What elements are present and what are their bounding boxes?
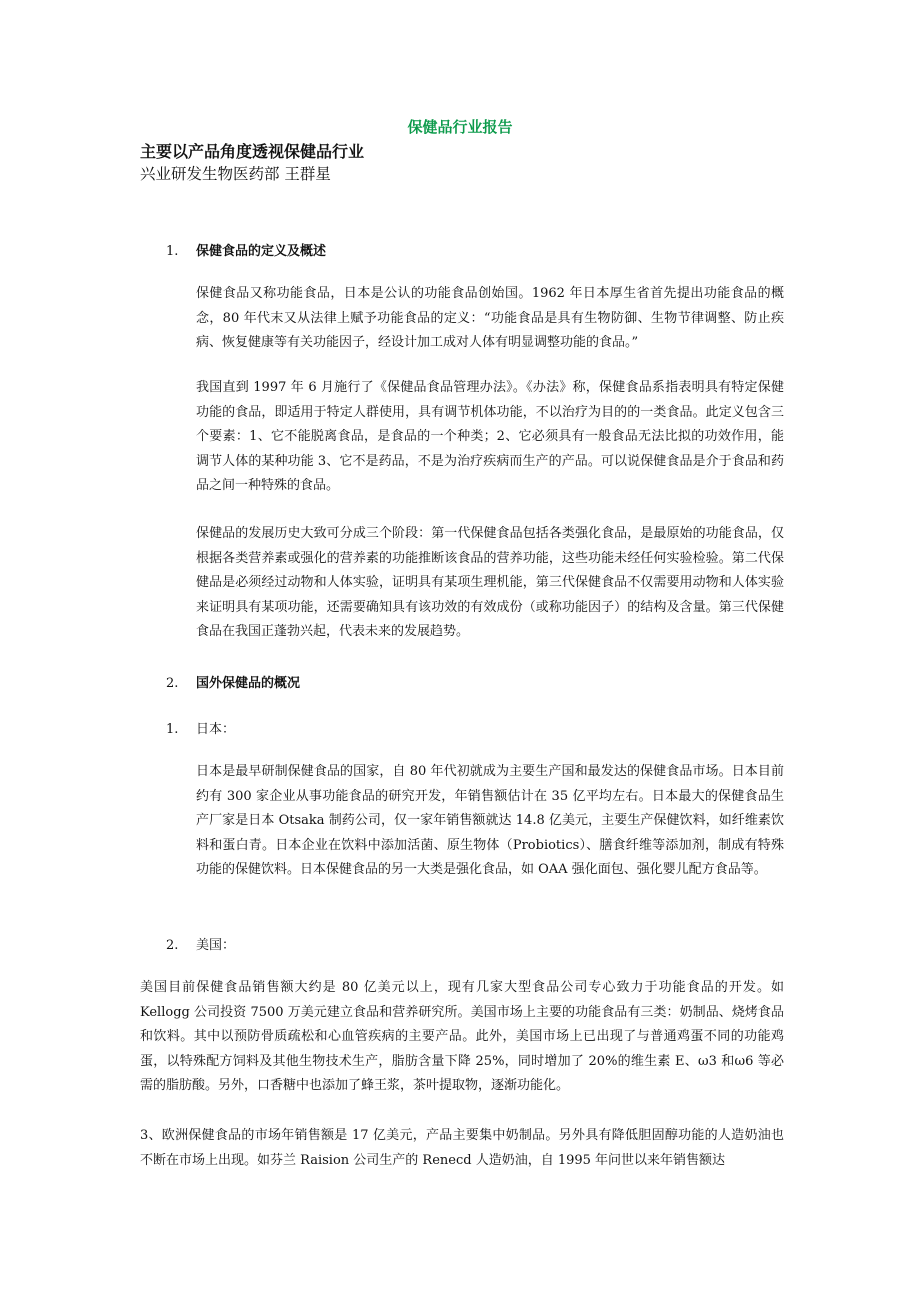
section-heading-text: 国外保健品的概况: [196, 676, 301, 691]
paragraph: 保健品的发展历史大致可分成三个阶段：第一代保健食品包括各类强化食品，是最原始的功能食品，仅根据各类营养素或强化的营养素的功能推断该食品的营养功能，这些功能未经任何实验检验。第二代保健品是必须经过动物和人体实验，证明具有某项生理机能，第三代保健食品不仅需要用动物和人体实验来证明具有某项功能，还需要确知具有该功效的有效成份（或称功能因子）的结构及含量。第三代保健食品在我国正蓬勃兴起，代表未来的发展趋势。: [196, 526, 784, 639]
paragraph: 美国目前保健食品销售额大约是 80 亿美元以上，现有几家大型食品公司专心致力于功能食品的开发。如 Kellogg 公司投资 7500 万美元建立食品和营养研究所。美国市场上主要的功能食品有三类：奶制品、烧烤食品和饮料。其中以预防骨质疏松和心血管疾病的主要产品。此外，美国市场上已出现了与普通鸡蛋不同的功能鸡蛋，以特殊配方饲料及其他生物技术生产，脂肪含量下降 25%，同时增加了 20%的维生素 E、ω3 和ω6 等必需的脂肪酸。另外，口香糖中也添加了蜂王浆，茶叶提取物，逐渐功能化。: [140, 980, 784, 1093]
subsection-number: 1.: [166, 722, 179, 737]
document-subtitle: 主要以产品角度透视保健品行业: [140, 142, 365, 161]
paragraph: 日本是最早研制保健食品的国家，自 80 年代初就成为主要生产国和最发达的保健食品市场。日本目前约有 300 家企业从事功能食品的研究开发，年销售额估计在 35 亿平均左右。日本最大的保健食品生产厂家是日本 Otsaka 制药公司，仅一家年销售额就达 14.8 亿美元，主要生产保健饮料，如纤维素饮料和蛋白青。日本企业在饮料中添加活菌、原生物体（Probiotics）、膳食纤维等添加剂，制成有特殊功能的保健饮料。日本保健食品的另一大类是强化食品，如 OAA 强化面包、强化婴儿配方食品等。: [196, 764, 784, 877]
section-heading: [166, 240, 326, 259]
paragraph: 3、欧洲保健食品的市场年销售额是 17 亿美元，产品主要集中奶制品。另外具有降低胆固醇功能的人造奶油也不断在市场上出现。如芬兰 Raision 公司生产的 Renecd 人造奶油，自 1995 年问世以来年销售额达: [140, 1128, 784, 1168]
document-title: 保健品行业报告: [407, 118, 513, 136]
document-author: 兴业研发生物医药部 王群星: [140, 165, 331, 183]
paragraph: 我国直到 1997 年 6 月施行了《保健品食品管理办法》。《办法》称，保健食品系指表明具有特定保健功能的食品，即适用于特定人群使用，具有调节机体功能，不以治疗为目的的一类食品。此定义包含三个要素：1、它不能脱离食品，是食品的一个种类；2、它必须具有一般食品无法比拟的功效作用，能调节人体的某种功能 3、它不是药品，不是为治疗疾病而生产的产品。可以说保健食品是介于食品和药品之间一种特殊的食品。: [196, 380, 784, 493]
section-heading: [166, 672, 300, 691]
subsection-number: 2.: [166, 938, 179, 953]
subsection-heading-text: 美国：: [196, 938, 236, 953]
section-number: 1.: [166, 244, 179, 259]
paragraph: 保健食品又称功能食品，日本是公认的功能食品创始国。1962 年日本厚生省首先提出功能食品的概念，80 年代末又从法律上赋予功能食品的定义：“功能食品是具有生物防御、生物节律调整、防止疾病、恢复健康等有关功能因子，经设计加工成对人体有明显调整功能的食品。”: [196, 286, 784, 350]
subsection-heading: [166, 934, 235, 953]
section-heading-text: 保健食品的定义及概述: [196, 244, 327, 259]
subsection-heading-text: 日本：: [196, 722, 236, 737]
subsection-heading: [166, 718, 235, 737]
section-number: 2.: [166, 676, 179, 691]
